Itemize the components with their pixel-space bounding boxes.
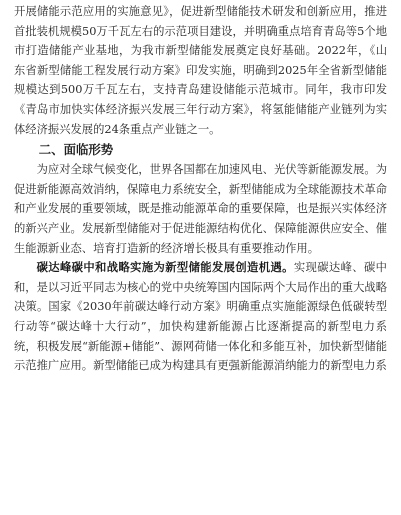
paragraph-global-situation: 为应对全球气候变化，世界各国都在加速风电、光伏等新能源发展。为促进新能源高效消纳，保障电力系统安全，新型储能成为全球能源技术革命和产业发展的重要领域，既是推动能源革命的重要保障，也是振兴实体经济的新兴产业。发展新型储能对于促进能源结构优化、保障能源供应安全、催生能源新业态、培育打造新的经济增长极具有重要推动作用。 xyxy=(14,163,387,255)
paragraph-lead-sentence: 碳达峰碳中和战略实施为新型储能发展创造机遇。 xyxy=(36,261,294,275)
paragraph-policy-background: 开展储能示范应用的实施意见》，促进新型储能技术研发和创新应用，推进首批装机规模50万千瓦左右的示范项目建设，并明确重点培育青岛等5个地市打造储能产业基地，为我市新型储能发展奠定良好基础。2022年，《山东省新型储能工程发展行动方案》印发实施，明确到2025年全省新型储能规模达到500万千瓦左右，支持青岛建设储能示范城市。同年，我市印发《青岛市加快实体经济振兴发展三年行动方案》，将氢能储能产业链列为实体经济振兴发展的24条重点产业链之一。 xyxy=(14,5,387,136)
paragraph-carbon-peak xyxy=(14,258,387,376)
paragraph-body-text: 实现碳达峰、碳中和，是以习近平同志为核心的党中央统筹国内国际两个大局作出的重大战略决策。国家《2030年前碳达峰行动方案》明确重点实施能源绿色低碳转型行动等“碳达峰十大行动”，加快构建新能源占比逐渐提高的新型电力系统，积极发展“新能源+储能”、源网荷储一体化和多能互补，加快新型储能示范推广应用。新型储能已成为构建具有更强新能源消纳能力的新型电力系 xyxy=(14,261,387,373)
section-heading: 二、面临形势 xyxy=(38,142,114,158)
